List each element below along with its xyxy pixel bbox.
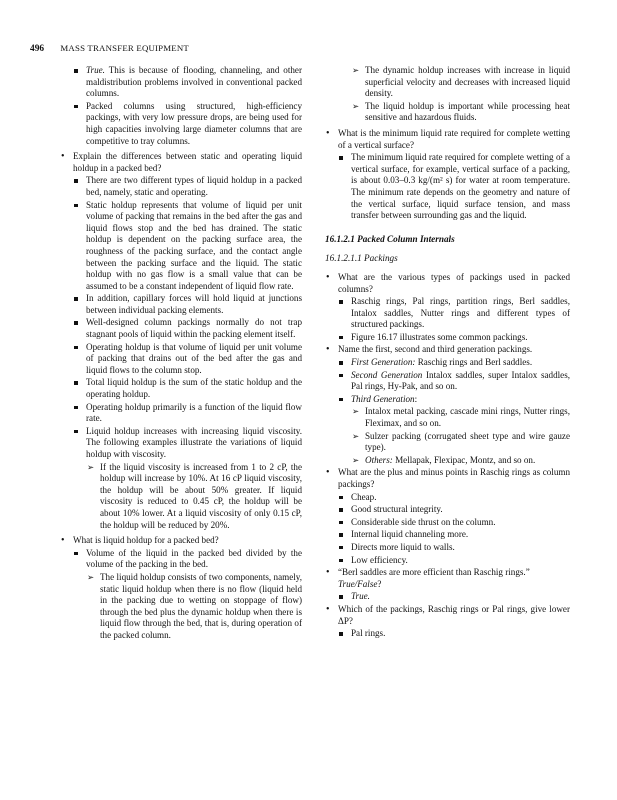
sub-list-item: ➢ The dynamic holdup increases with increase in liquid superficial velocity and decreases with increased liquid density. <box>325 65 570 100</box>
list-item: Directs more liquid to walls. <box>325 542 570 554</box>
list-item: Operating holdup primarily is a function of the liquid flow rate. <box>60 402 302 425</box>
list-item: Volume of the liquid in the packed bed divided by the volume of the packing in the bed. <box>60 548 302 571</box>
list-item <box>325 370 570 393</box>
list-item <box>60 65 302 100</box>
page-header <box>30 43 590 57</box>
page-number: 496 <box>30 44 45 54</box>
generation-label: First Generation: <box>351 357 416 368</box>
answer-label: True. <box>86 65 105 75</box>
generation-text: Raschig rings and Berl saddles. <box>415 357 533 368</box>
sub-list-item: ➢ Sulzer packing (corrugated sheet type and wire gauze type). <box>325 431 570 454</box>
others-label: Others: <box>365 454 393 465</box>
sub-list-item: ➢ The liquid holdup consists of two components, namely, static liquid holdup when there is no flow (liquid held in the packing due to wetting on stoppage of flow) through the bed plus the dynamic holdup when there is liquid flow through the bed, that is, during operation of the packed column. <box>60 572 302 642</box>
list-item: Well-designed column packings normally do not trap stagnant pools of liquid within the packing element itself. <box>60 317 302 340</box>
list-item: The minimum liquid rate required for complete wetting of a vertical surface, for example, vertical surface of a packing, is about 0.03–0.3 kg/(m² s) for water at room temperature. The minimum rate depends on the geometry and nature of the vertical surface, liquid surface tension, and mass transfer between surrounding gas and the liquid. <box>325 152 570 222</box>
sub-list-item: ➢ Intalox metal packing, cascade mini rings, Nutter rings, Fleximax, and so on. <box>325 406 570 429</box>
section-heading: 16.1.2.1 Packed Column Internals <box>325 233 455 244</box>
list-item: Good structural integrity. <box>325 504 570 516</box>
list-item: Total liquid holdup is the sum of the static holdup and the operating holdup. <box>60 377 302 400</box>
list-item <box>325 394 570 406</box>
question-mark: ? <box>377 578 382 589</box>
list-item: Operating holdup is that volume of liquid per unit volume of packing that drains out of the bed after the gas and liquid flows to the column stop. <box>60 342 302 377</box>
list-item: Liquid holdup increases with increasing liquid viscosity. The following examples illustrate the variations of liquid holdup with viscosity. <box>60 426 302 461</box>
sub-list-item: ➢ The liquid holdup is important while processing heat sensitive and hazardous fluids. <box>325 101 570 124</box>
running-title: MASS TRANSFER EQUIPMENT <box>60 43 190 53</box>
question: • Name the first, second and third generation packings. <box>325 344 570 356</box>
sub-list-item <box>325 455 570 467</box>
list-item: Packed columns using structured, high-efficiency packings, with very low pressure drops, are being used for high capacities involving large diameter columns that are competitive to tray columns. <box>60 101 302 147</box>
left-column <box>60 65 302 643</box>
list-item: Pal rings. <box>325 628 570 640</box>
list-item: There are two different types of liquid holdup in a packed bed, namely, static and operating. <box>60 175 302 198</box>
list-item: Low efficiency. <box>325 555 570 567</box>
right-column <box>325 65 570 641</box>
list-item: Internal liquid channeling more. <box>325 529 570 541</box>
generation-label: Second Generation <box>351 369 423 380</box>
question: • What is the minimum liquid rate required for complete wetting of a vertical surface? <box>325 128 570 151</box>
question <box>325 567 570 590</box>
question: • Which of the packings, Raschig rings or Pal rings, give lower ΔP? <box>325 604 570 627</box>
question: • What are the various types of packings used in packed columns? <box>325 272 570 295</box>
list-item: Figure 16.17 illustrates some common packings. <box>325 332 570 344</box>
sub-list-item: ➢ If the liquid viscosity is increased from 1 to 2 cP, the holdup will increase by 10%. At 16 cP liquid viscosity, the holdup will be about 50% greater. If liquid viscosity is reduced to 0.45 cP, the holdup will be about 10% lower. At a liquid viscosity of only 0.15 cP, the holdup will be reduced by 20%. <box>60 462 302 532</box>
question: • Explain the differences between static and operating liquid holdup in a packed bed? <box>60 151 302 174</box>
list-item: Raschig rings, Pal rings, partition rings, Berl saddles, Intalox saddles, Nutter rings and different types of structured packings. <box>325 296 570 331</box>
list-item: Cheap. <box>325 492 570 504</box>
list-item: Static holdup represents that volume of liquid per unit volume of packing that remains in the bed after the gas and liquid flows stop and the bed has drained. The static holdup is dependent on the packing surface area, the roughness of the packing surface, and the contact angle between the packing surface and the liquid. The static holdup with no gas flow is a small value that can be assumed to be a constant independent of liquid flow rate. <box>60 200 302 293</box>
others-text: Mellapak, Flexipac, Montz, and so on. <box>392 454 536 465</box>
generation-label: Third Generation <box>351 393 415 404</box>
list-item <box>325 591 570 603</box>
generation-text: Intalox saddles, super Intalox saddles, Pal rings, Hy-Pak, and so on. <box>351 369 571 392</box>
list-item: Considerable side thrust on the column. <box>325 517 570 529</box>
question: • What are the plus and minus points in Raschig rings as column packings? <box>325 467 570 490</box>
question: • What is liquid holdup for a packed bed? <box>60 535 302 547</box>
question-text: “Berl saddles are more efficient than Raschig rings.” <box>338 567 530 578</box>
answer-label: True. <box>351 591 370 602</box>
list-item: In addition, capillary forces will hold liquid at junctions between individual packing elements. <box>60 293 302 316</box>
subsection-heading: 16.1.2.1.1 Packings <box>325 253 398 264</box>
true-false-label: True/False <box>338 578 378 589</box>
generation-colon: : <box>414 393 418 404</box>
answer-text: This is because of flooding, channeling, and other maldistribution problems involved in conventional packed columns. <box>86 65 302 99</box>
list-item <box>325 357 570 369</box>
